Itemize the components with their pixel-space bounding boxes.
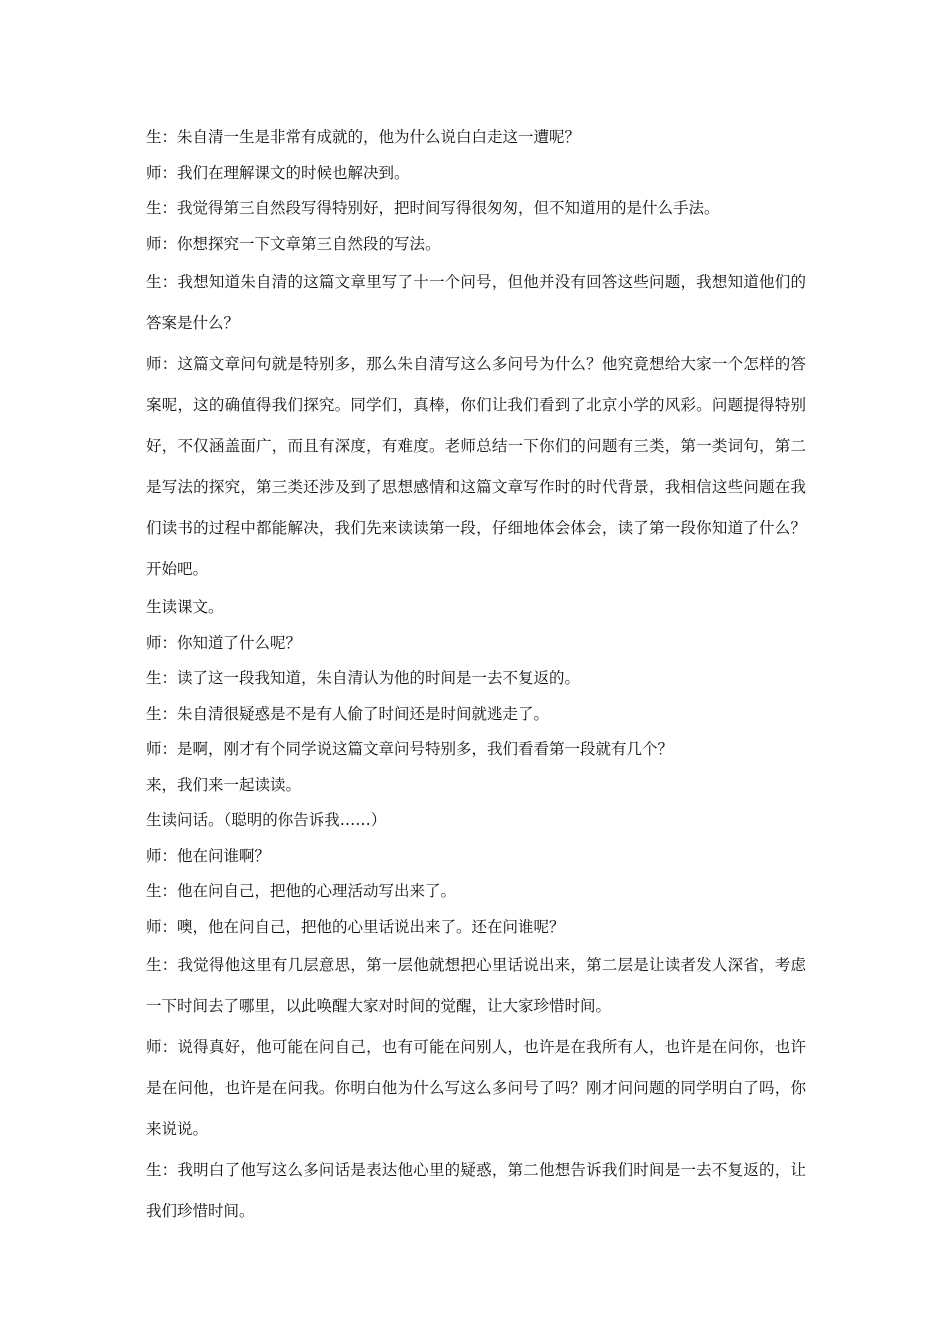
lesson-transcript xyxy=(146,120,806,1232)
paragraph: 来，我们来一起读读。 xyxy=(146,775,302,794)
paragraph: 生：朱自清很疑惑是不是有人偷了时间还是时间就逃走了。 xyxy=(146,704,550,723)
paragraph: 师：你知道了什么呢？ xyxy=(146,633,302,652)
paragraph: 生：我觉得他这里有几层意思，第一层他就想把心里话说出来，第二层是让读者发人深省，考虑一下时间去了哪里，以此唤醒大家对时间的觉醒，让大家珍惜时间。 xyxy=(146,956,806,1015)
paragraph: 师：我们在理解课文的时候也解决到。 xyxy=(146,163,410,182)
paragraph: 师：他在问谁啊？ xyxy=(146,846,271,865)
paragraph: 生：我明白了他写这么多问话是表达他心里的疑惑，第二他想告诉我们时间是一去不复返的，让我们珍惜时间。 xyxy=(146,1161,806,1220)
paragraph: 生：读了这一段我知道，朱自清认为他的时间是一去不复返的。 xyxy=(146,669,581,687)
paragraph: 生读课文。 xyxy=(146,598,224,616)
paragraph: 生：我觉得第三自然段写得特别好，把时间写得很匆匆，但不知道用的是什么手法。 xyxy=(146,199,720,217)
paragraph: 师：噢，他在问自己，把他的心里话说出来了。还在问谁呢？ xyxy=(146,917,565,936)
paragraph: 师：这篇文章问句就是特别多，那么朱自清写这么多问号为什么？他究竟想给大家一个怎样的答案呢，这的确值得我们探究。同学们，真棒，你们让我们看到了北京小学的风彩。问题提得特别好，不仅涵盖面广，而且有深度，有难度。老师总结一下你们的问题有三类，第一类词句，第二是写法的探究，第三类还涉及到了思想感情和这篇文章写作时的时代背景，我相信这些问题在我们读书的过程中都能解决，我们先来读读第一段，仔细地体会体会，读了第一段你知道了什么？开始吧。 xyxy=(146,355,806,578)
paragraph: 生：我想知道朱自清的这篇文章里写了十一个问号，但他并没有回答这些问题，我想知道他们的答案是什么？ xyxy=(146,273,806,332)
paragraph: 生：他在问自己，把他的心理活动写出来了。 xyxy=(146,882,457,900)
paragraph: 生读问话。（聪明的你告诉我……） xyxy=(146,811,387,829)
paragraph: 师：说得真好，他可能在问自己，也有可能在问别人，也许是在我所有人，也许是在问你，也许是在问他，也许是在问我。你明白他为什么写这么多问号了吗？刚才问问题的同学明白了吗，你来说说。 xyxy=(146,1038,806,1138)
paragraph: 师：你想探究一下文章第三自然段的写法。 xyxy=(146,234,441,253)
paragraph: 生：朱自清一生是非常有成就的，他为什么说白白走这一遭呢？ xyxy=(146,128,581,146)
paragraph: 师：是啊，刚才有个同学说这篇文章问号特别多，我们看看第一段就有几个？ xyxy=(146,740,674,758)
